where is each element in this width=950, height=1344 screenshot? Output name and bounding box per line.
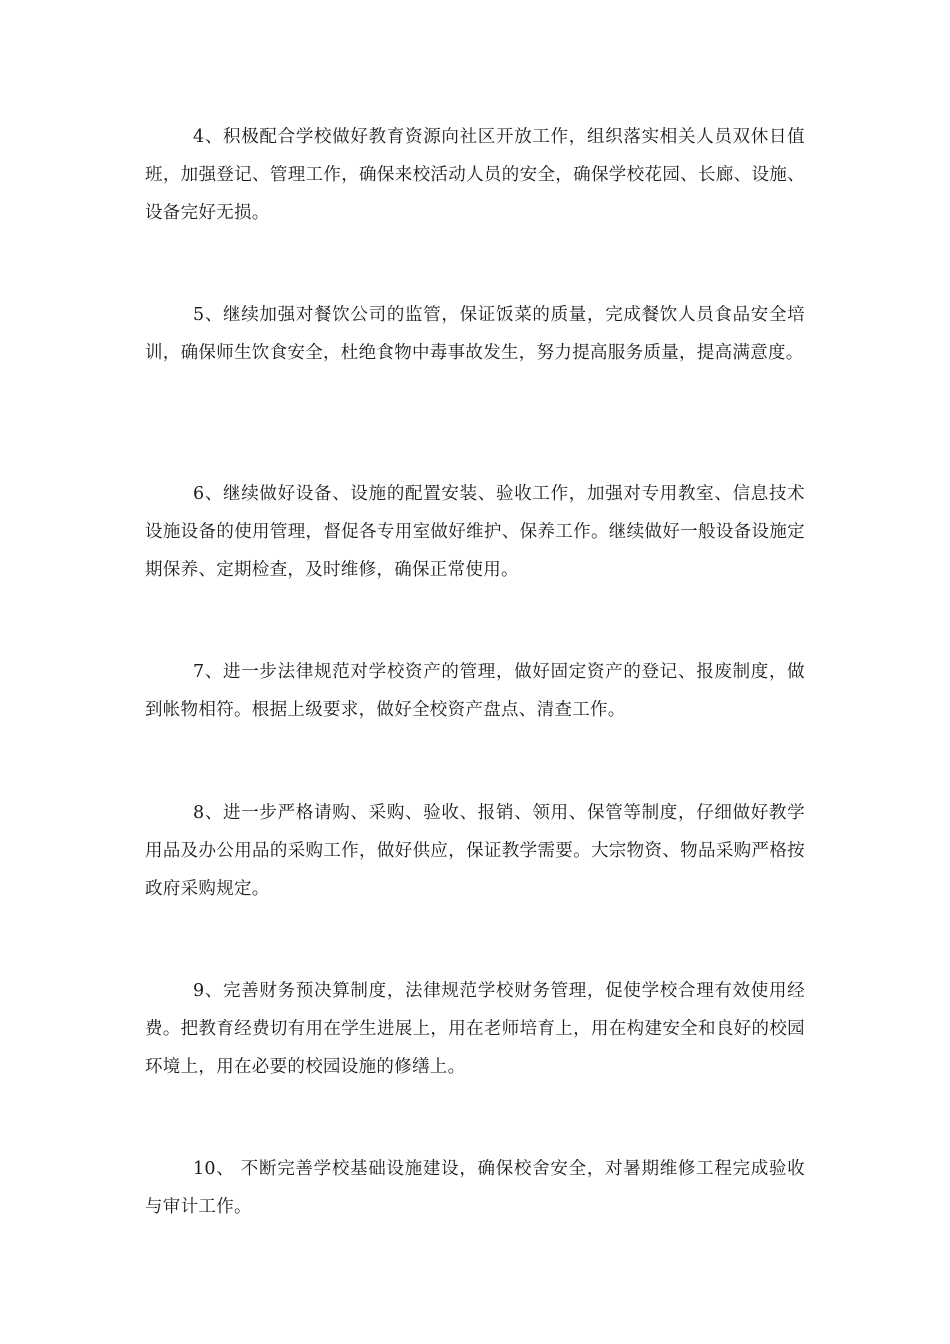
- paragraph-item-8: 8、进一步严格请购、采购、验收、报销、领用、保管等制度，仔细做好教学用品及办公用品的采购工作，做好供应，保证教学需要。大宗物资、物品采购严格按政府采购规定。: [145, 803, 805, 899]
- paragraph-item-9: 9、完善财务预决算制度，法律规范学校财务管理，促使学校合理有效使用经费。把教育经费切有用在学生进展上，用在老师培育上，用在构建安全和良好的校园环境上，用在必要的校园设施的修缮上。: [145, 981, 805, 1077]
- paragraph-item-10: 10、 不断完善学校基础设施建设，确保校舍安全，对暑期维修工程完成验收与审计工作。: [145, 1159, 805, 1217]
- paragraph-item-5: 5、继续加强对餐饮公司的监管，保证饭菜的质量，完成餐饮人员食品安全培训，确保师生饮食安全，杜绝食物中毒事故发生，努力提高服务质量，提高满意度。: [145, 305, 805, 363]
- paragraph-item-6: 6、继续做好设备、设施的配置安装、验收工作，加强对专用教室、信息技术设施设备的使用管理，督促各专用室做好维护、保养工作。继续做好一般设备设施定期保养、定期检查，及时维修，确保正常使用。: [145, 484, 805, 580]
- paragraph-item-7: 7、进一步法律规范对学校资产的管理，做好固定资产的登记、报废制度，做到帐物相符。根据上级要求，做好全校资产盘点、清查工作。: [145, 662, 805, 720]
- paragraph-item-4: 4、积极配合学校做好教育资源向社区开放工作，组织落实相关人员双休日值班，加强登记、管理工作，确保来校活动人员的安全，确保学校花园、长廊、设施、设备完好无损。: [145, 127, 805, 223]
